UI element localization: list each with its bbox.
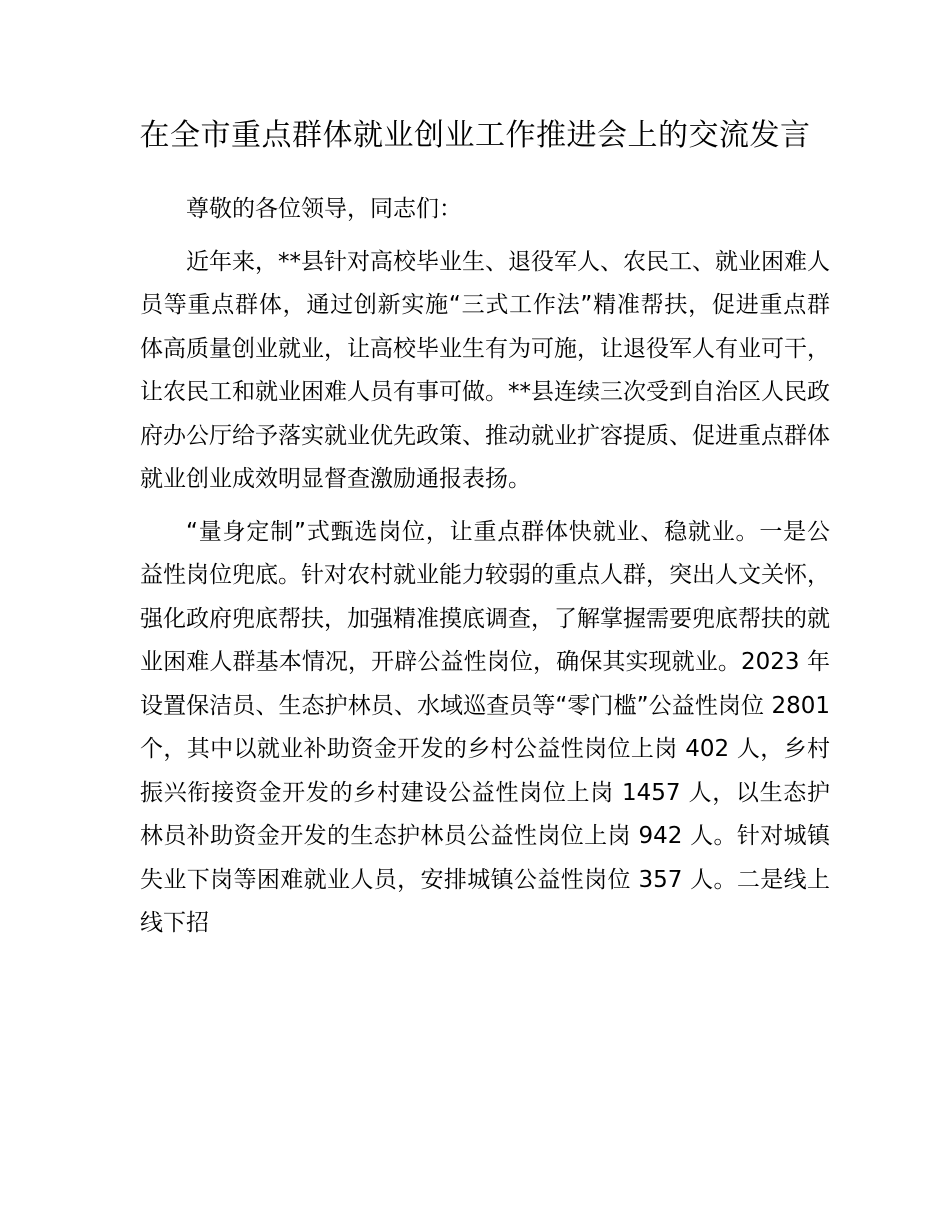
- document-title: 在全市重点群体就业创业工作推进会上的交流发言: [139, 118, 811, 153]
- paragraph-job-selection: “量身定制”式甄选岗位，让重点群体快就业、稳就业。一是公益性岗位兜底。针对农村就业能力较弱的重点人群，突出人文关怀，强化政府兜底帮扶，加强精准摸底调查，了解掌握需要兜底帮扶的就业困难人群基本情况，开辟公益性岗位，确保其实现就业。2023 年设置保洁员、生态护林员、水域巡查员等“零门槛”公益性岗位 2801 个，其中以就业补助资金开发的乡村公益性岗位上岗 402 人，乡村振兴衔接资金开发的乡村建设公益性岗位上岗 1457 人，以生态护林员补助资金开发的生态护林员公益性岗位上岗 942 人。针对城镇失业下岗等困难就业人员，安排城镇公益性岗位 357 人。二是线上线下招: [140, 518, 830, 936]
- paragraph-intro: 近年来，**县针对高校毕业生、退役军人、农民工、就业困难人员等重点群体，通过创新实施“三式工作法”精准帮扶，促进重点群体高质量创业就业，让高校毕业生有为可施，让退役军人有业可干，让农民工和就业困难人员有事可做。**县连续三次受到自治区人民政府办公厅给予落实就业优先政策、推动就业扩容提质、促进重点群体就业创业成效明显督查激励通报表扬。: [140, 248, 830, 492]
- document-body: [140, 188, 830, 955]
- salutation: 尊敬的各位领导，同志们：: [186, 196, 462, 222]
